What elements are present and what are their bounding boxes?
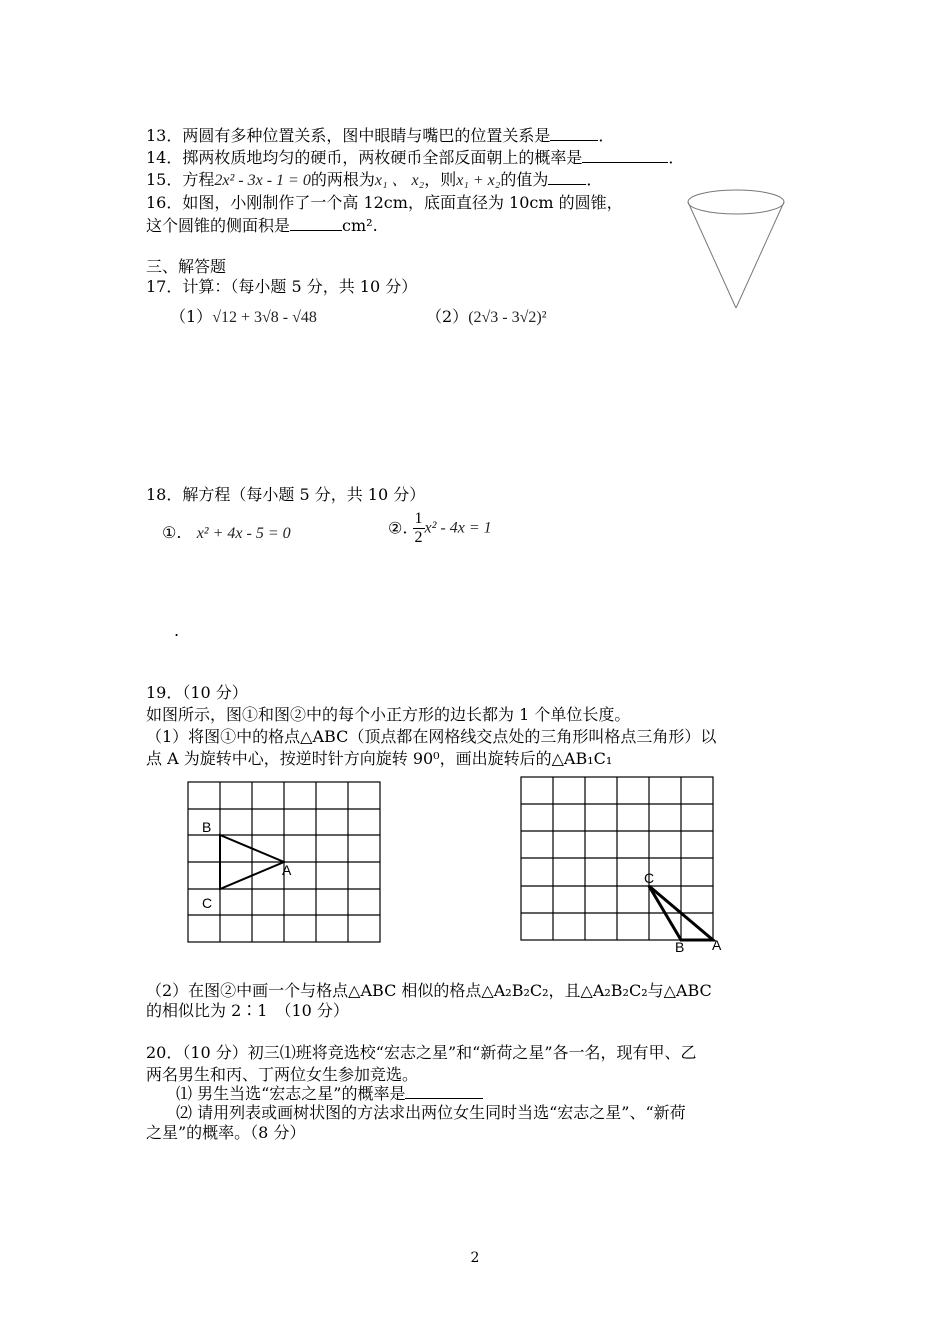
page-number: 2 (470, 1250, 480, 1266)
question-20-line1: 20．（10 分）初三⑴班将竞选校“宏志之星”和“新荷之星”各一名，现有甲、乙 (146, 1043, 697, 1062)
fig1-label-b: B (202, 819, 212, 835)
question-19-line1: 如图所示，图①和图②中的每个小正方形的边长都为 1 个单位长度。 (146, 705, 631, 724)
fig2-label-c: C (644, 870, 655, 886)
fig1-label-a: A (282, 862, 292, 878)
question-15: 15．方程2x² - 3x - 1 = 0的两根为x₁ 、 x₂，则x₁ + x₂的值为 ． (146, 170, 603, 189)
q17-part2-expression: (2√3 - 3√2)² (468, 309, 547, 326)
section-3-title: 三、解答题 (146, 257, 227, 276)
cone-base-ellipse (688, 190, 784, 214)
q13-answer-blank[interactable] (550, 124, 598, 141)
question-16-line1: 16．如图，小刚制作了一个高 12cm，底面直径为 10cm 的圆锥， (146, 193, 623, 212)
cone-left-edge (688, 202, 736, 308)
grid-figure-1 (180, 776, 390, 948)
question-13: 13．两圆有多种位置关系，图中眼睛与嘴巴的位置关系是 ． (146, 126, 615, 145)
q15-equation: 2x² - 3x - 1 = 0 (214, 172, 311, 189)
grid-figure-2 (514, 770, 734, 958)
q17-part1-expression: √12 + 3√8 - √48 (212, 309, 317, 326)
cone-figure (684, 184, 788, 312)
question-19-line4: （2）在图②中画一个与格点△ABC 相似的格点△A₂B₂C₂，且△A₂B₂C₂与△ABC (146, 981, 712, 1000)
question-18-title: 18．解方程（每小题 5 分，共 10 分） (146, 485, 426, 504)
q15-sum-expression: x₁ + x₂ (456, 172, 501, 189)
q17-part-1: （1）√12 + 3√8 - √48 (170, 307, 317, 326)
question-20-line3: ⑴ 男生当选“宏志之星”的概率是 (176, 1082, 483, 1105)
question-14: 14．掷两枚质地均匀的硬币，两枚硬币全部反面朝上的概率是 ． (146, 148, 685, 167)
question-20-line5: 之星”的概率。（8 分） (146, 1123, 306, 1142)
fig2-label-a: A (712, 937, 722, 953)
question-19-line5: 的相似比为 2∶1 （10 分） (146, 1001, 349, 1020)
q18-fraction: $\frac{1}{2}$ (414, 510, 423, 546)
q14-answer-blank[interactable] (582, 146, 668, 163)
q18-part2-expression: x² - 4x = 1 (424, 519, 492, 537)
fig1-label-c: C (202, 895, 213, 911)
question-16-line2: 这个圆锥的侧面积是 cm². (146, 216, 378, 235)
q14-text: 14．掷两枚质地均匀的硬币，两枚硬币全部反面朝上的概率是 (146, 148, 583, 167)
question-19-title: 19．（10 分） (146, 683, 248, 702)
question-19-line3: 点 A 为旋转中心，按逆时针方向旋转 90⁰，画出旋转后的△AB₁C₁ (146, 749, 613, 768)
question-20-line2: 两名男生和丙、丁两位女生参加竞选。 (146, 1065, 419, 1084)
q18-part1-expression: x² + 4x - 5 = 0 (196, 525, 291, 542)
question-20-line4: ⑵ 请用列表或画树状图的方法求出两位女生同时当选“宏志之星”、“新荷 (176, 1103, 686, 1122)
q15-roots: x₁ 、 x₂ (374, 172, 425, 189)
q18-part-1: ①. x² + 4x - 5 = 0 (162, 523, 291, 542)
fig2-label-b: B (675, 939, 685, 955)
q20-answer-blank[interactable] (405, 1082, 483, 1099)
stray-dot: . (174, 621, 180, 640)
cone-right-edge (736, 202, 784, 308)
q15-answer-blank[interactable] (548, 168, 586, 185)
q17-part-2: （2）(2√3 - 3√2)² (426, 307, 547, 326)
q16-answer-blank[interactable] (290, 214, 342, 231)
q18-part-2: ②. $\frac{1}{2}$ x² - 4x = 1 (388, 510, 492, 546)
q13-text: 13．两圆有多种位置关系，图中眼睛与嘴巴的位置关系是 (146, 126, 551, 145)
question-17-title: 17．计算：（每小题 5 分，共 10 分） (146, 277, 418, 296)
question-19-line2: （1）将图①中的格点△ABC（顶点都在网格线交点处的三角形叫格点三角形）以 (146, 727, 717, 746)
